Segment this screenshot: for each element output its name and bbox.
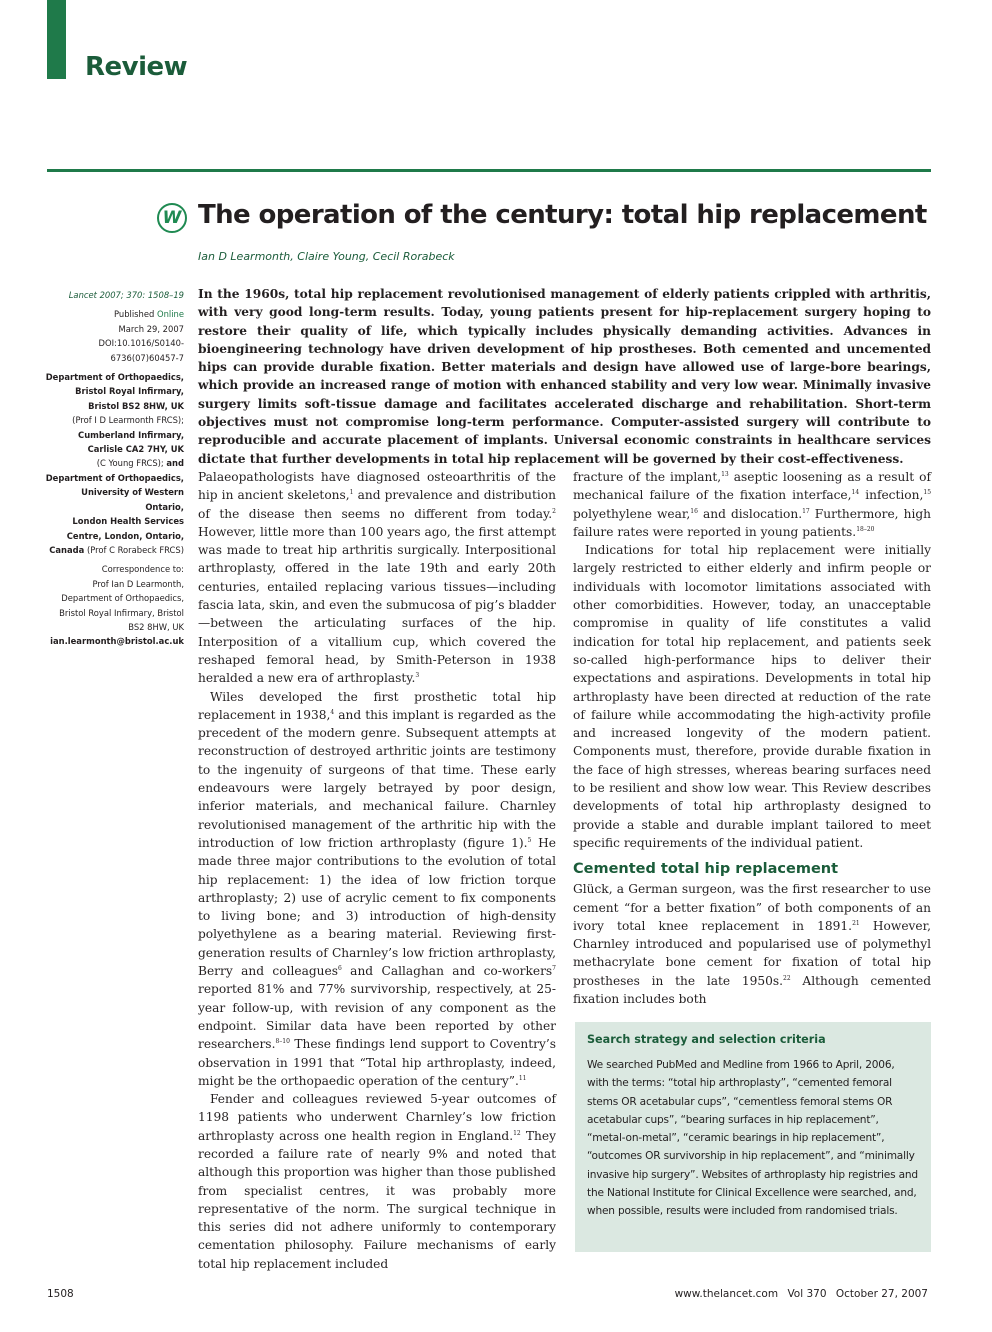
aff1-line-3: Bristol BS2 8HW, UK: [88, 400, 184, 411]
aff3-note: (Prof C Rorabeck FRCS): [86, 544, 184, 555]
footer-volume: Vol 370: [787, 1288, 827, 1300]
aff3-line-5: Canada: [49, 544, 85, 555]
body-paragraph: Indications for total hip replacement were initially largely restricted to either elderly and infirm people or individuals with locomotor limitations associated with other comorbidities. However, today, an unacceptable compromise in quality of life constitutes a valid indication for total hip replacement, and patients seek so-called high-performance hips to deliver their expectations and aspirations. Developments in total hip arthroplasty have been directed at reduction of the rate of failure while accommodating the high-activity profile and increased longevity of the modern patient. Components must, therefore, provide durable fixation in the face of high stresses, whereas bearing surfaces need to be resilient and show low wear. This Review describes developments of total hip arthroplasty designed to provide a stable and durable implant tailored to meet specific requirements of the individual patient.: [573, 543, 931, 850]
aff2-line-2: Carlisle CA2 7HY, UK: [87, 444, 184, 455]
footer: [669, 1288, 928, 1300]
aff2-and: and: [166, 458, 184, 469]
header-rule: [47, 169, 931, 172]
body-column-1: [198, 468, 556, 1273]
body-column-2: [573, 468, 931, 1008]
aff3-line-3: London Health Services: [72, 516, 184, 527]
page-number: 1508: [47, 1288, 74, 1300]
affiliations: [40, 370, 184, 557]
published-date: March 29, 2007: [118, 323, 184, 334]
corr-line-3: Department of Orthopaedics,: [61, 593, 184, 604]
corr-line-4: Bristol Royal Infirmary, Bristol: [59, 607, 184, 618]
section-heading: Cemented total hip replacement: [573, 861, 839, 878]
published-online-link[interactable]: Online: [156, 309, 184, 320]
aff2-note: (C Young FRCS);: [96, 458, 164, 469]
body-paragraph: Wiles developed the first prosthetic total hip replacement in 1938,$^4$ and this implant is regarded as the precedent of the modern genre. Subsequent attempts at reconstruction of destroyed arthritic joints are testimony to the ingenuity of surgeons of that time. These early endeavours were largely betrayed by poor design, inferior materials, and mechanical failure. Charnley revolutionised management of the arthritic hip with the introduction of low friction arthroplasty (figure 1).$^5$ He made three major contributions to the evolution of total hip replacement: 1) the idea of low friction torque arthroplasty; 2) use of acrylic cement to fix components to living bone; and 3) introduction of high-density polyethylene as a bearing material. Reviewing first-generation results of Charnley’s low friction arthroplasty, Berry and colleagues$^6$ and Callaghan and co-workers$^7$ reported 81% and 77% survivorship, respectively, at 25-year follow-up, with revision of any component as the endpoint. Similar data have been reported by other researchers.$^{8-10}$ These findings lend support to Coventry’s observation in 1991 that “Total hip arthroplasty, indeed, might be the orthopaedic operation of the century”.$^{11}$: [198, 689, 557, 1088]
footer-site[interactable]: www.thelancet.com: [674, 1288, 779, 1300]
aff1-line-1: Department of Orthopaedics,: [45, 372, 184, 383]
corr-line-5: BS2 8HW, UK: [128, 621, 184, 632]
aff1-line-2: Bristol Royal Infirmary,: [75, 386, 184, 397]
box-title: Search strategy and selection criteria: [587, 1033, 826, 1046]
article-sidebar: [40, 288, 184, 654]
body-paragraph: fracture of the implant,$^{13}$ aseptic loosening as a result of mechanical failure of the fixation interface,$^{14}$ infection,$^{15}$ polyethylene wear,$^{16}$ and dislocation.$^{17}$ Furthermore, high failure rates were reported in young patients.$^{18-20}$: [573, 470, 932, 539]
aff3-line-2: University of Western Ontario,: [81, 487, 184, 512]
article-authors: Ian D Learmonth, Claire Young, Cecil Rorabeck: [198, 250, 455, 263]
body-paragraph: Glück, a German surgeon, was the first researcher to use cement “for a better fixation” of both components of an ivory total knee replacement in 1891.21 However, Charnley introduced and popularised use of polymethyl methacrylate bone cement for fixation of total hip prostheses in the late 1950s.$^{22}$ Although cemented fixation includes both: [573, 882, 931, 1007]
body-paragraph: Fender and colleagues reviewed 5-year outcomes of 1198 patients who underwent Charnley’s low friction arthroplasty across one health region in England.$^{12}$ They recorded a failure rate of nearly 9% and noted that although this proportion was higher than those published from specialist centres, it was probably more representative of the norm. The surgical technique in this series did not adhere uniformly to contemporary cementation philosophy. Failure mechanisms of early total hip replacement included: [198, 1092, 557, 1271]
doi-line-2: 6736(07)60457-7: [110, 352, 184, 363]
doi-line-1: DOI:10.1016/S0140-: [98, 338, 184, 349]
aff1-note: (Prof I D Learmonth FRCS);: [72, 415, 184, 426]
box-text: We searched PubMed and Medline from 1966 to April, 2006, with the terms: “total hip arthroplasty”, “cemented femoral stems OR acetabular cups”, “cementless femoral stems OR acetabular cups”, “bearing surfaces in hip replacement”, “metal-on-metal”, “ceramic bearings in hip replacement”, “outcomes OR survivorship in hip replacement”, and “minimally invasive hip surgery”. Websites of arthroplasty hip registries and the National Institute for Clinical Excellence were searched, and, when possible, results were included from randomised trials.: [587, 1059, 918, 1218]
corr-line-2: Prof Ian D Learmonth,: [92, 578, 184, 589]
aff3-line-1: Department of Orthopaedics,: [45, 472, 184, 483]
correspondence-email[interactable]: ian.learmonth@bristol.ac.uk: [50, 636, 184, 647]
web-extra-logo-icon: W: [157, 203, 187, 233]
citation: Lancet 2007; 370: 1508–19: [68, 290, 184, 300]
aff2-line-1: Cumberland Infirmary,: [78, 429, 184, 440]
published-label: Published: [113, 309, 155, 320]
search-strategy-box: [575, 1022, 931, 1252]
body-paragraph: Palaeopathologists have diagnosed osteoarthritis of the hip in ancient skeletons,$^1$ and prevalence and distribution of the disease then seems no different from today.$^2$ However, little more than 100 years ago, the first attempt was made to treat hip arthritis surgically. Interpositional arthroplasty, offered in the late 19th and early 20th centuries, entailed replacing various tissues—including fascia lata, skin, and even the submucosa of pig’s bladder—between the articulating surfaces of the hip. Interposition of a vitallium cup, which covered the reshaped femoral head, by Smith-Peterson in 1938 heralded a new era of arthroplasty.$^3$: [198, 470, 557, 686]
section-label: Review: [85, 52, 188, 82]
correspondence: [40, 562, 184, 648]
aff3-line-4: Centre, London, Ontario,: [66, 530, 184, 541]
footer-date: October 27, 2007: [835, 1288, 928, 1300]
section-color-bar: [47, 0, 66, 79]
article-title: The operation of the century: total hip replacement: [198, 200, 927, 230]
abstract: In the 1960s, total hip replacement revolutionised management of elderly patients crippled with arthritis, with very good long-term results. Today, young patients present for hip-replacement surgery hoping to restore their quality of life, which typically includes physically demanding activities. Advances in bioengineering technology have driven development of hip prostheses. Both cemented and uncemented hips can provide durable fixation. Better materials and design have allowed use of large-bore bearings, which provide an increased range of motion with enhanced stability and very low wear. Minimally invasive surgery limits soft-tissue damage and facilitates accelerated discharge and rehabilitation. Short-term objectives must not compromise long-term performance. Computer-assisted surgery will contribute to reproducible and accurate placement of implants. Universal economic constraints in healthcare services dictate that further developments in total hip replacement will be governed by their cost-effectiveness.: [198, 287, 931, 466]
corr-line-1: Correspondence to:: [101, 564, 184, 575]
